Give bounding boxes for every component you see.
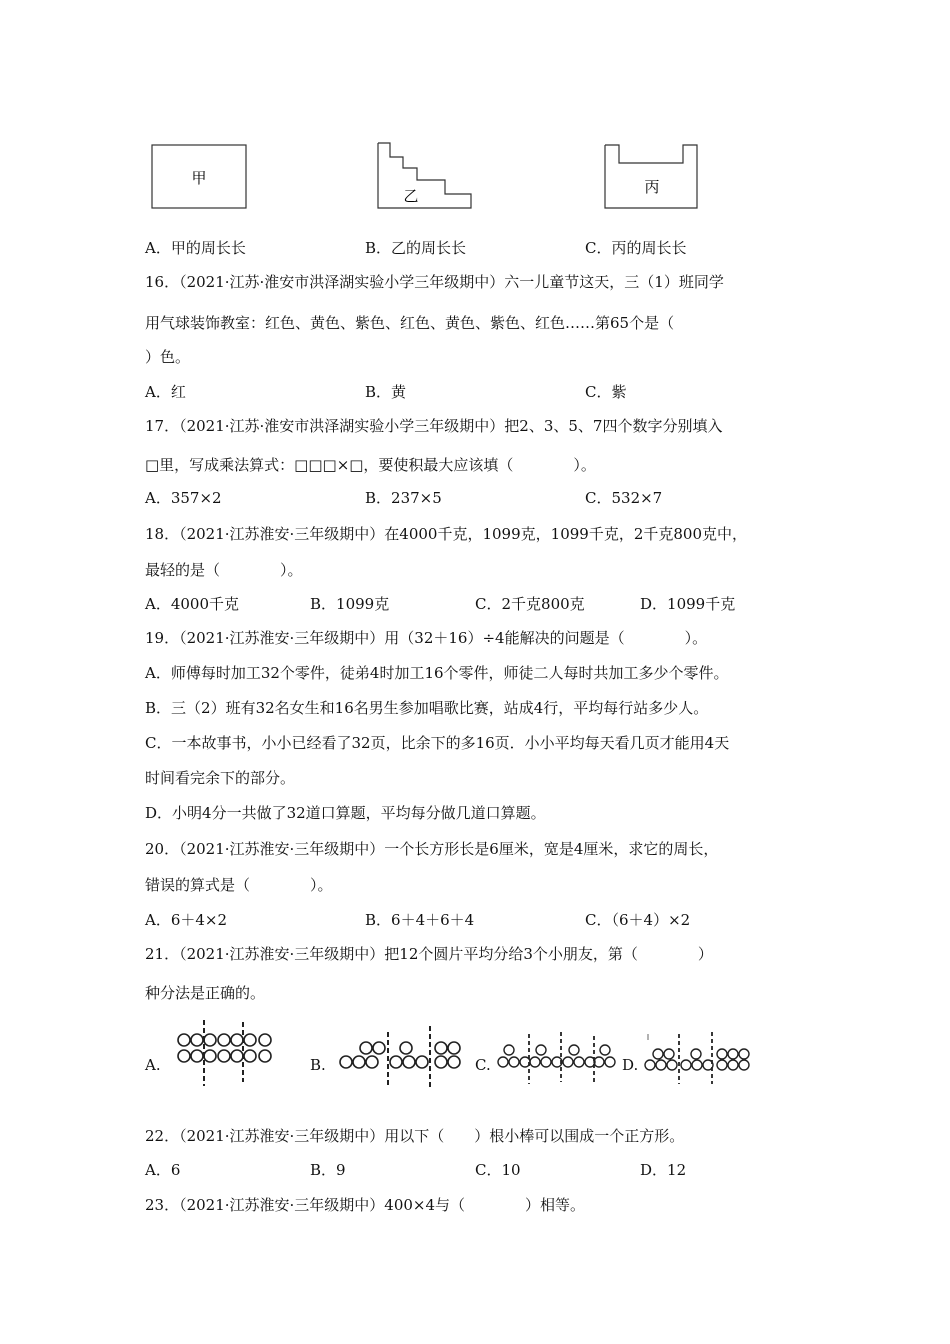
- q19-line1: 19．（2021·江苏淮安·三年级期中）用（32＋16）÷4能解决的问题是（ ）。: [145, 629, 708, 647]
- q21-figure-a: [170, 1018, 285, 1090]
- q19-option-c-line1: C．一本故事书，小小已经看了32页，比余下的多16页．小小平均每天看几页才能用4天: [145, 734, 730, 752]
- q18-option-a: A．4000千克: [145, 595, 240, 613]
- q22-option-c: C．10: [475, 1161, 521, 1179]
- q17-option-b: B．237×5: [365, 489, 442, 507]
- q15-option-c: C．丙的周长长: [585, 239, 687, 257]
- q16-option-b: B．黄: [365, 383, 407, 401]
- q19-option-d: D．小明4分一共做了32道口算题，平均每分做几道口算题。: [145, 804, 546, 822]
- q21-figure-d: [642, 1030, 757, 1088]
- q20-option-c: C．（6＋4）×2: [585, 911, 691, 929]
- q17-option-c: C．532×7: [585, 489, 663, 507]
- q21-label-b: B.: [310, 1056, 326, 1074]
- q17-line2: □里，写成乘法算式：□□□×□，要使积最大应该填（ ）。: [145, 456, 596, 474]
- q19-option-a: A．师傅每时加工32个零件，徒弟4时加工16个零件，师徒二人每时共加工多少个零件。: [145, 664, 729, 682]
- q19-option-b: B．三（2）班有32名女生和16名男生参加唱歌比赛，站成4行，平均每行站多少人。: [145, 699, 709, 717]
- q21-line2: 种分法是正确的。: [145, 984, 266, 1002]
- q16-line1: 16．（2021·江苏·淮安市洪泽湖实验小学三年级期中）六一儿童节这天，三（1）班同学: [145, 273, 724, 291]
- figure-jia-label: 甲: [191, 169, 207, 187]
- q17-option-a: A．357×2: [145, 489, 222, 507]
- figure-bing-label: 丙: [644, 178, 660, 196]
- figure-bing: [602, 142, 702, 212]
- q18-line1: 18．（2021·江苏淮安·三年级期中）在4000千克，1099克，1099千克，2千克800克中，: [145, 525, 747, 543]
- q18-option-b: B．1099克: [310, 595, 390, 613]
- q22-option-b: B．9: [310, 1161, 346, 1179]
- q22-option-a: A．6: [145, 1161, 181, 1179]
- q15-option-a: A．甲的周长长: [145, 239, 246, 257]
- q20-line1: 20．（2021·江苏淮安·三年级期中）一个长方形长是6厘米，宽是4厘米，求它的周长，: [145, 840, 719, 858]
- q15-option-b: B．乙的周长长: [365, 239, 467, 257]
- q21-figure-b: [338, 1024, 463, 1092]
- q17-line1: 17．（2021·江苏·淮安市洪泽湖实验小学三年级期中）把2、3、5、7四个数字分别填入: [145, 417, 723, 435]
- q18-line2: 最轻的是（ ）。: [145, 561, 303, 579]
- q21-figure-c: [497, 1030, 622, 1088]
- q22-option-d: D．12: [640, 1161, 687, 1179]
- figure-yi: [375, 140, 477, 212]
- q22-line1: 22．（2021·江苏淮安·三年级期中）用以下（ ）根小棒可以围成一个正方形。: [145, 1127, 685, 1145]
- q20-option-b: B．6＋4＋6＋4: [365, 911, 475, 929]
- q16-option-a: A．红: [145, 383, 186, 401]
- figure-jia: [150, 143, 250, 211]
- q16-line2: 用气球装饰教室：红色、黄色、紫色、红色、黄色、紫色、红色……第65个是（: [145, 314, 675, 332]
- q23-line1: 23．（2021·江苏淮安·三年级期中）400×4与（ ）相等。: [145, 1196, 586, 1214]
- q16-line3: ）色。: [145, 348, 191, 366]
- q21-label-a: A.: [145, 1056, 161, 1074]
- q18-option-d: D．1099千克: [640, 595, 736, 613]
- q18-option-c: C．2千克800克: [475, 595, 585, 613]
- figure-yi-label: 乙: [403, 187, 419, 205]
- q19-option-c-line2: 时间看完余下的部分。: [145, 769, 296, 787]
- q21-label-d: D.: [622, 1056, 639, 1074]
- q20-option-a: A．6＋4×2: [145, 911, 228, 929]
- q21-label-c: C.: [475, 1056, 491, 1074]
- q16-option-c: C．紫: [585, 383, 627, 401]
- q20-line2: 错误的算式是（ ）。: [145, 876, 333, 894]
- q21-line1: 21．（2021·江苏淮安·三年级期中）把12个圆片平均分给3个小朋友，第（ ）: [145, 945, 713, 963]
